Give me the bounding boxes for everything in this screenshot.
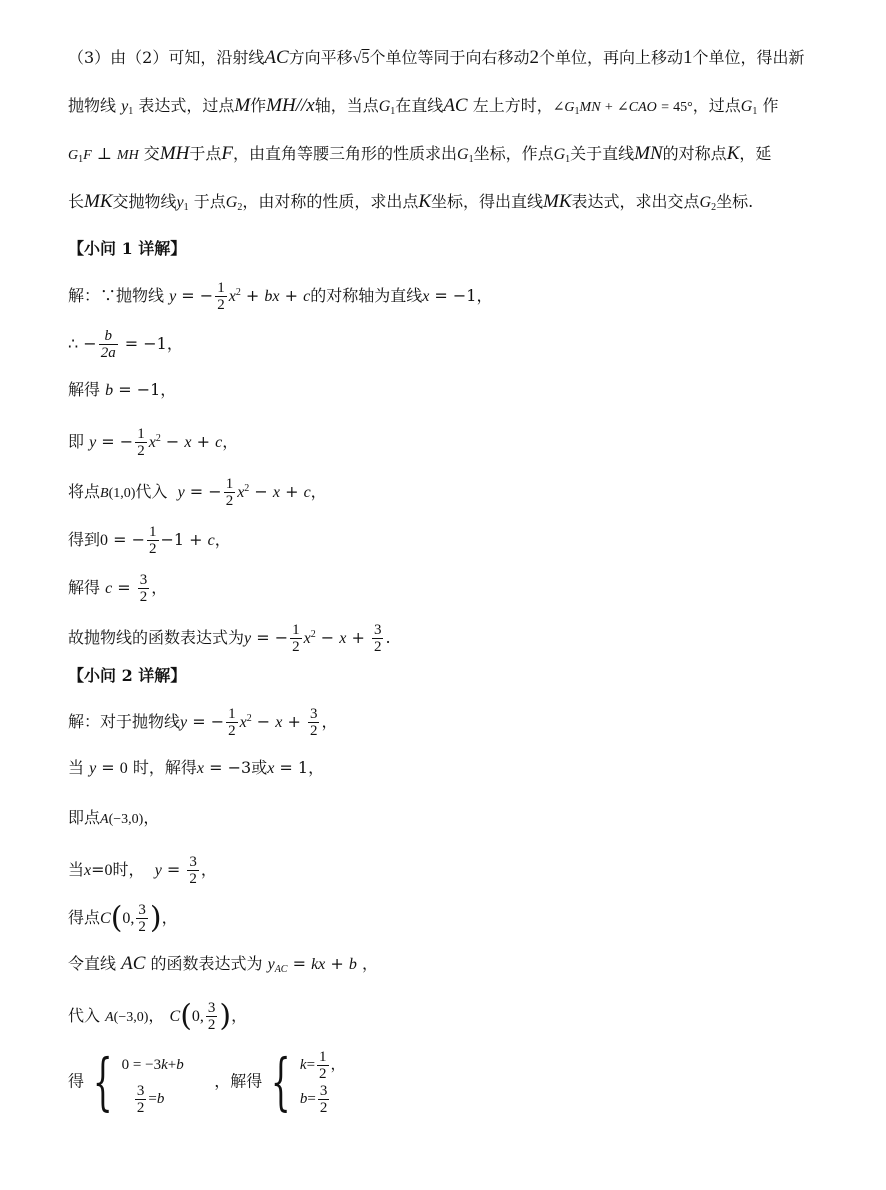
analysis-line-1: （3）由（2）可知，沿射线AC方向平移√5个单位等同于向右移动2个单位，再向上移动1个单位，得出新 [68, 47, 805, 68]
q2-step-8: 得 { 0 = −3 k + b $\frac{3}{2}$ = b ，解得 { k = $\frac{1}{2}$ ， b = $\frac{3}{2}$ [68, 1045, 346, 1118]
q1-step-8: 故抛物线的函数表达式为y = − $\frac{1}{2}$ $x^2 - x$ + $\frac{3}{2}$ . [68, 622, 391, 655]
q1-step-5: 将点B(1,0)代入 y = − $\frac{1}{2}$ $x^2 - x + c$， [68, 476, 327, 509]
q2-step-4: 当x=0时， y = $\frac{3}{2}$ ， [68, 854, 217, 887]
q2-heading: 【小问 2 详解】 [68, 666, 187, 685]
analysis-line-4: 长MK交抛物线$y_1$ 于点$G_2$，由对称的性质，求出点K坐标，得出直线MK表达式，求出交点$G_2$坐标. [68, 191, 754, 213]
q1-step-3: 解得 b = −1， [68, 380, 177, 399]
analysis-line-3: $G_1F$ ⊥ MH 交MH于点F，由直角等腰三角形的性质求出$G_1$坐标，作点$G_1$关于直线MN的对称点K，延 [68, 143, 772, 165]
equation-system: 0 = −3 k + b $\frac{3}{2}$ = b [121, 1057, 184, 1116]
left-brace-solution: { [271, 1045, 291, 1118]
analysis-paragraph [68, 46, 830, 238]
q2-step-1: 解：对于抛物线y = − $\frac{1}{2}$ $x^2 - x$ + $\frac{3}{2}$ ， [68, 706, 338, 739]
left-brace: { [92, 1045, 113, 1118]
analysis-line-2: 抛物线 $y_1$ 表达式，过点M作MH//x轴，当点$G_1$在直线AC 左上方时，$\angle G_1MN$ + ∠CAO = 45°，过点$G_1$ 作 [68, 95, 779, 117]
q1-step-2: ∴ − $\frac{b}{2a}$ = −1， [68, 328, 183, 361]
q1-step-1: 解：∵抛物线 y = − $\frac{1}{2}$ $x^2$ + bx + c的对称轴为直线x = −1， [68, 280, 493, 313]
q1-step-7: 解得 c = $\frac{3}{2}$ ， [68, 572, 168, 605]
q1-heading: 【小问 1 详解】 [68, 239, 187, 258]
q2-step-7: 代入 A(−3,0)， C(0, $\frac{3}{2}$ )， [68, 998, 248, 1034]
q2-step-2: 当 y = 0 时，解得x = −3或x = 1， [68, 758, 325, 777]
solution-system: k = $\frac{1}{2}$ ， b = $\frac{3}{2}$ [299, 1048, 346, 1116]
q2-step-5: 得点C(0, $\frac{3}{2}$ )， [68, 900, 178, 936]
q2-step-3: 即点A(−3,0)， [68, 808, 160, 827]
q2-step-6: 令直线 AC 的函数表达式为 $y_{AC}$ = kx + b ， [68, 953, 378, 975]
q1-step-6: 得到0 = − $\frac{1}{2}$ −1 + c， [68, 524, 231, 557]
q1-step-4: 即 y = − $\frac{1}{2}$ $x^2 - x + c$， [68, 426, 239, 459]
